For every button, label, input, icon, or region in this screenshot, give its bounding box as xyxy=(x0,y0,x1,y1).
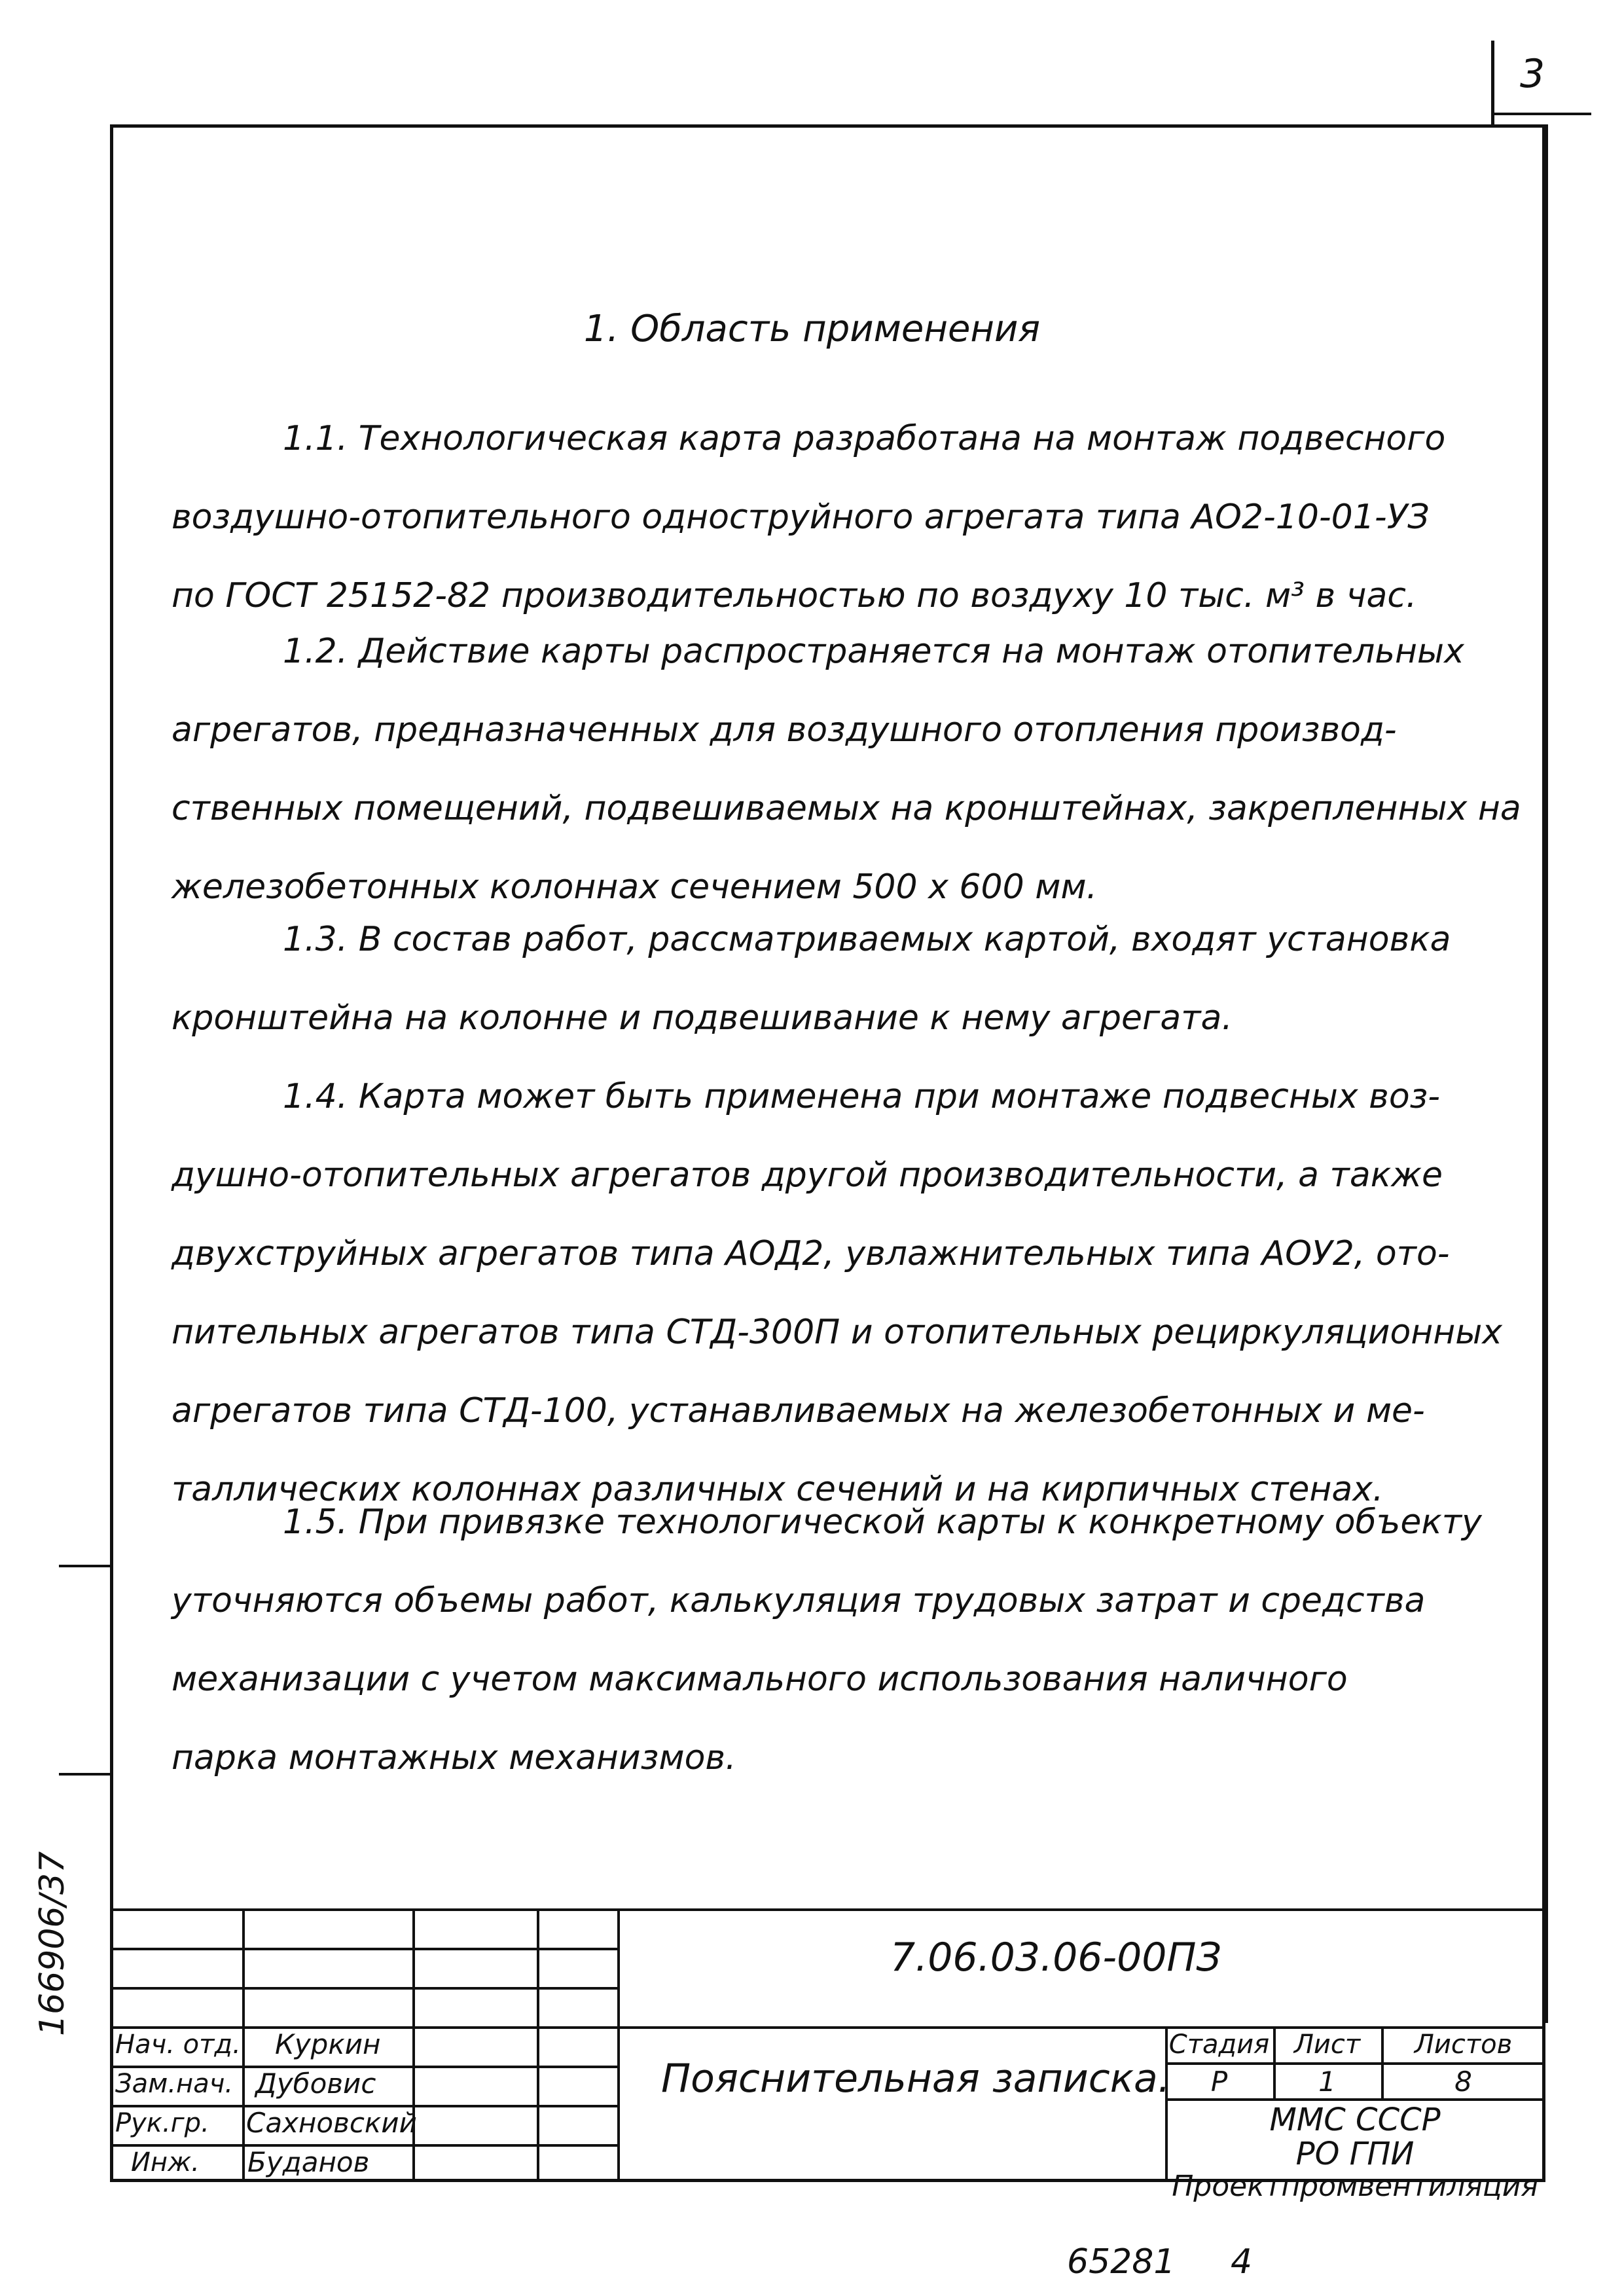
text-line: по ГОСТ 25152-82 производительностью по воздуху 10 тыс. м³ в час. xyxy=(171,576,1417,615)
sheets-value: 8 xyxy=(1454,2066,1472,2098)
paragraph-1-5 xyxy=(171,1483,1507,1797)
text-line: 1.2. Действие карты распространяется на монтаж отопительных xyxy=(283,632,1464,671)
text-line: пительных агрегатов типа СТД-300П и отопительных рециркуляционных xyxy=(171,1313,1503,1352)
signature-name: Сахновский xyxy=(246,2107,417,2139)
frame-right-strip xyxy=(1545,124,1553,2023)
tb-line xyxy=(1165,2062,1545,2065)
sheet-value: 1 xyxy=(1318,2066,1336,2098)
text-line: железобетонных колоннах сечением 500 х 600 мм. xyxy=(171,867,1098,907)
text-line: агрегатов, предназначенных для воздушного отопления производ- xyxy=(171,710,1397,750)
text-line: агрегатов типа СТД-100, устанавливаемых на железобетонных и ме- xyxy=(171,1391,1425,1430)
tb-line xyxy=(412,1908,415,2182)
signature-role: Рук.гр. xyxy=(115,2108,209,2138)
bottom-note-left: 65281 xyxy=(1067,2242,1176,2282)
sheet-header: Лист xyxy=(1293,2030,1361,2060)
paragraph-1-2 xyxy=(171,612,1521,926)
archive-number: 166906/37 xyxy=(33,1851,72,2036)
document-code: 7.06.03.06-00ПЗ xyxy=(890,1935,1222,1980)
signature-name: Куркин xyxy=(275,2028,381,2060)
tb-line xyxy=(110,1987,617,1990)
text-line: 1.5. При привязке технологической карты к конкретному объекту xyxy=(283,1503,1482,1542)
text-line: парка монтажных механизмов. xyxy=(171,1738,736,1777)
page-number: 3 xyxy=(1520,51,1545,97)
text-line: воздушно-отопительного одноструйного агрегата типа АО2-10-01-УЗ xyxy=(171,498,1430,537)
tb-line xyxy=(617,1908,620,2182)
text-line: 1.4. Карта может быть применена при монтаже подвесных воз- xyxy=(283,1077,1441,1116)
signature-name: Буданов xyxy=(247,2146,370,2178)
paragraph-1-3 xyxy=(171,900,1507,1057)
bottom-note-right: 4 xyxy=(1231,2242,1253,2282)
tb-line xyxy=(242,1908,245,2182)
stage-header: Стадия xyxy=(1168,2030,1270,2060)
margin-tick xyxy=(59,1565,110,1567)
margin-tick xyxy=(59,1773,110,1776)
paragraph-1-4 xyxy=(171,1057,1507,1529)
text-line: 1.1. Технологическая карта разработана на монтаж подвесного xyxy=(283,419,1446,458)
signature-role: Инж. xyxy=(131,2147,200,2178)
paragraph-1-1 xyxy=(171,399,1507,635)
tb-line xyxy=(1165,2098,1545,2101)
text-line: ственных помещений, подвешиваемых на кронштейнах, закрепленных на xyxy=(171,789,1521,828)
signature-role: Нач. отд. xyxy=(115,2030,241,2060)
signature-role: Зам.нач. xyxy=(115,2069,234,2099)
text-line: 1.3. В состав работ, рассматриваемых картой, входят установка xyxy=(283,920,1451,959)
text-line: душно-отопительных агрегатов другой производительности, а также xyxy=(171,1156,1443,1195)
organization-line: Проектпромвентиляция xyxy=(1172,2170,1538,2203)
tb-line xyxy=(110,1948,617,1950)
organization-line: ММС СССР xyxy=(1269,2102,1441,2138)
text-line: механизации с учетом максимального использования наличного xyxy=(171,1660,1348,1699)
document-name: Пояснительная записка. xyxy=(661,2056,1170,2102)
tb-line xyxy=(537,1908,539,2182)
section-heading: 1. Область применения xyxy=(583,308,1041,350)
text-line: таллических колоннах различных сечений и на кирпичных стенах. xyxy=(171,1470,1384,1509)
text-line: двухструйных агрегатов типа АОД2, увлажнительных типа АОУ2, ото- xyxy=(171,1234,1450,1273)
page-tab-divider xyxy=(1491,41,1494,124)
signature-name: Дубовис xyxy=(255,2068,376,2100)
page-tab-underline xyxy=(1491,113,1591,115)
text-line: уточняются объемы работ, калькуляция трудовых затрат и средства xyxy=(171,1581,1426,1620)
tb-line xyxy=(110,1908,1545,1911)
text-line: кронштейна на колонне и подвешивание к нему агрегата. xyxy=(171,998,1233,1038)
organization-line: РО ГПИ xyxy=(1295,2136,1415,2172)
sheets-header: Листов xyxy=(1414,2030,1513,2060)
stage-value: Р xyxy=(1210,2066,1228,2098)
